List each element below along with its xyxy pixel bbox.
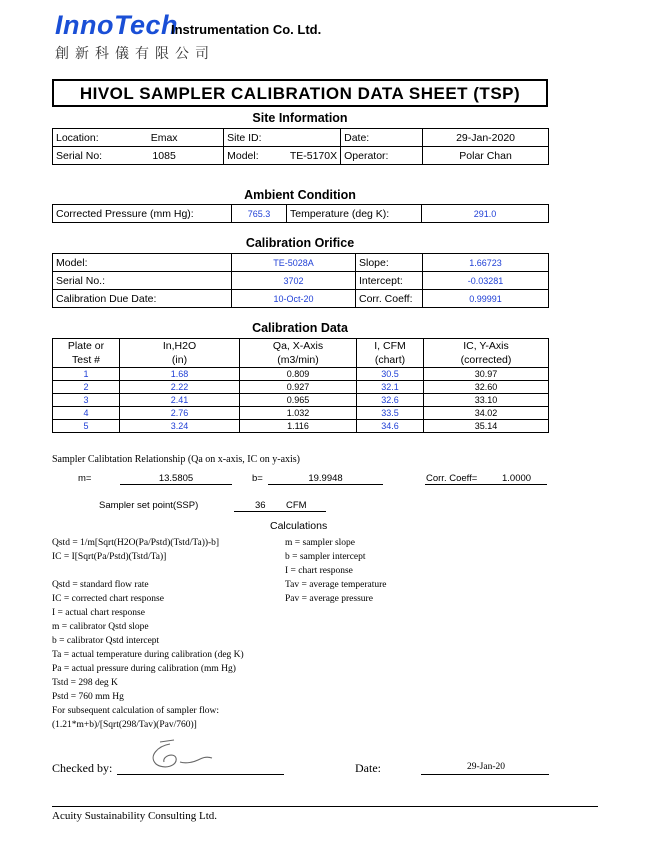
- table-cell: 1.68: [120, 368, 240, 381]
- ssp-value: 36: [255, 500, 266, 511]
- table-cell: 3: [53, 394, 120, 407]
- header-corrected-unit: (corrected): [424, 353, 549, 368]
- location-value: Emax: [105, 129, 224, 147]
- header-in-unit: (in): [120, 353, 240, 368]
- operator-value: Polar Chan: [423, 147, 549, 165]
- header-test: Test #: [53, 353, 120, 368]
- table-row: [53, 368, 549, 381]
- table-cell: 32.1: [357, 381, 424, 394]
- signature-mark: [140, 738, 230, 774]
- table-cell: 2.41: [120, 394, 240, 407]
- relationship-text: Sampler Calibtation Relationship (Qa on x-axis, IC on y-axis): [52, 454, 301, 465]
- table-cell: 2.76: [120, 407, 240, 420]
- calc-line: Qstd = standard flow rate: [52, 580, 149, 590]
- table-cell: 4: [53, 407, 120, 420]
- header-inh2o: In,H2O: [120, 339, 240, 354]
- calc-definition: Pav = average pressure: [285, 594, 373, 604]
- corr-label: Corr. Coeff=: [426, 473, 478, 484]
- site-info-table: [52, 128, 549, 165]
- date-value: 29-Jan-2020: [423, 129, 549, 147]
- coeff-value: 0.99991: [423, 290, 549, 308]
- header-qa-unit: (m3/min): [240, 353, 357, 368]
- m-label: m=: [78, 473, 92, 484]
- table-cell: 32.6: [357, 394, 424, 407]
- date-label: Date:: [341, 129, 423, 147]
- table-cell: 35.14: [424, 420, 549, 433]
- calc-left-list: [52, 536, 244, 732]
- header-chart-unit: (chart): [357, 353, 424, 368]
- header-ic: IC, Y-Axis: [424, 339, 549, 354]
- ambient-table: [52, 204, 549, 223]
- calc-definition: m = sampler slope: [285, 538, 355, 548]
- table-cell: 32.60: [424, 381, 549, 394]
- temperature-label: Temperature (deg K):: [287, 205, 422, 223]
- model-cell: [224, 147, 341, 165]
- slope-value: 1.66723: [423, 254, 549, 272]
- calc-line: (1.21*m+b)/[Sqrt(298/Tav)(Pav/760)]: [52, 720, 197, 730]
- calc-definition: b = sampler intercept: [285, 552, 366, 562]
- calc-line: For subsequent calculation of sampler flow:: [52, 706, 220, 716]
- calc-line: m = calibrator Qstd slope: [52, 622, 149, 632]
- header-i-cfm: I, CFM: [357, 339, 424, 354]
- intercept-value: -0.03281: [423, 272, 549, 290]
- corr-value: 1.0000: [502, 473, 532, 484]
- table-cell: 0.965: [240, 394, 357, 407]
- table-cell: 30.5: [357, 368, 424, 381]
- orifice-model-label: Model:: [53, 254, 232, 272]
- temperature-value: 291.0: [422, 205, 549, 223]
- table-cell: 34.02: [424, 407, 549, 420]
- calc-line: I = actual chart response: [52, 608, 145, 618]
- calc-definition: Tav = average temperature: [285, 580, 387, 590]
- company-name: Instrumentation Co. Ltd.: [171, 22, 322, 37]
- orifice-heading: Calibration Orifice: [245, 236, 355, 250]
- table-cell: 0.927: [240, 381, 357, 394]
- operator-label: Operator:: [341, 147, 423, 165]
- calculations-heading: Calculations: [270, 520, 328, 532]
- table-cell: 3.24: [120, 420, 240, 433]
- orifice-table: [52, 253, 549, 308]
- table-cell: 1: [53, 368, 120, 381]
- table-cell: 1.032: [240, 407, 357, 420]
- due-date-label: Calibration Due Date:: [53, 290, 232, 308]
- calc-line: Tstd = 298 deg K: [52, 678, 118, 688]
- footer-date-value: 29-Jan-20: [467, 762, 505, 772]
- table-row: [53, 420, 549, 433]
- ssp-unit: CFM: [286, 500, 307, 511]
- b-label: b=: [252, 473, 263, 484]
- table-cell: 33.10: [424, 394, 549, 407]
- cal-data-heading: Calibration Data: [252, 321, 348, 335]
- orifice-serial-label: Serial No.:: [53, 272, 232, 290]
- table-cell: 1.116: [240, 420, 357, 433]
- intercept-label: Intercept:: [356, 272, 423, 290]
- footer-company: Acuity Sustainability Consulting Ltd.: [52, 810, 217, 822]
- model-label: Model:: [227, 149, 259, 162]
- ssp-label: Sampler set point(SSP): [99, 500, 199, 511]
- site-id-label: Site ID:: [224, 129, 341, 147]
- page-title: HIVOL SAMPLER CALIBRATION DATA SHEET (TSP): [52, 79, 548, 107]
- table-cell: 0.809: [240, 368, 357, 381]
- table-cell: 30.97: [424, 368, 549, 381]
- location-label: Location:: [53, 129, 106, 147]
- slope-label: Slope:: [356, 254, 423, 272]
- b-value: 19.9948: [308, 473, 343, 484]
- table-row: [53, 381, 549, 394]
- table-row: [53, 407, 549, 420]
- calc-line: Qstd = 1/m[Sqrt(H2O(Pa/Pstd)(Tstd/Ta))-b]: [52, 538, 220, 548]
- table-cell: 2.22: [120, 381, 240, 394]
- table-row: [53, 394, 549, 407]
- site-info-heading: Site Information: [252, 111, 348, 125]
- header-plate: Plate or: [53, 339, 120, 354]
- table-cell: 5: [53, 420, 120, 433]
- orifice-model-value: TE-5028A: [232, 254, 356, 272]
- serial-value: 1085: [105, 147, 224, 165]
- header-qa: Qa, X-Axis: [240, 339, 357, 354]
- calc-line: IC = corrected chart response: [52, 594, 164, 604]
- calc-definition: I = chart response: [285, 566, 353, 576]
- coeff-label: Corr. Coeff:: [356, 290, 423, 308]
- orifice-serial-value: 3702: [232, 272, 356, 290]
- calc-line: IC = I[Sqrt(Pa/Pstd)(Tstd/Ta)]: [52, 552, 167, 562]
- brand-logo: InnoTech: [55, 10, 178, 40]
- calc-line: Pa = actual pressure during calibration (mm Hg): [52, 664, 236, 674]
- pressure-value: 765.3: [232, 205, 287, 223]
- model-value: TE-5170X: [289, 149, 338, 162]
- pressure-label: Corrected Pressure (mm Hg):: [53, 205, 232, 223]
- cal-data-table: [52, 338, 549, 433]
- calc-line: Ta = actual temperature during calibration (deg K): [52, 650, 244, 660]
- checked-by-label: Checked by:: [52, 761, 113, 775]
- table-cell: 33.5: [357, 407, 424, 420]
- company-chinese-name: 創新科儀有限公司: [55, 46, 215, 62]
- footer-date-label: Date:: [355, 761, 381, 775]
- calc-line: b = calibrator Qstd intercept: [52, 636, 160, 646]
- calc-line: Pstd = 760 mm Hg: [52, 692, 124, 702]
- table-cell: 34.6: [357, 420, 424, 433]
- calc-right-list: [285, 536, 386, 606]
- ambient-heading: Ambient Condition: [244, 188, 356, 202]
- serial-label: Serial No:: [53, 147, 106, 165]
- m-value: 13.5805: [158, 473, 194, 484]
- calc-line: [52, 564, 244, 578]
- table-cell: 2: [53, 381, 120, 394]
- due-date-value: 10-Oct-20: [232, 290, 356, 308]
